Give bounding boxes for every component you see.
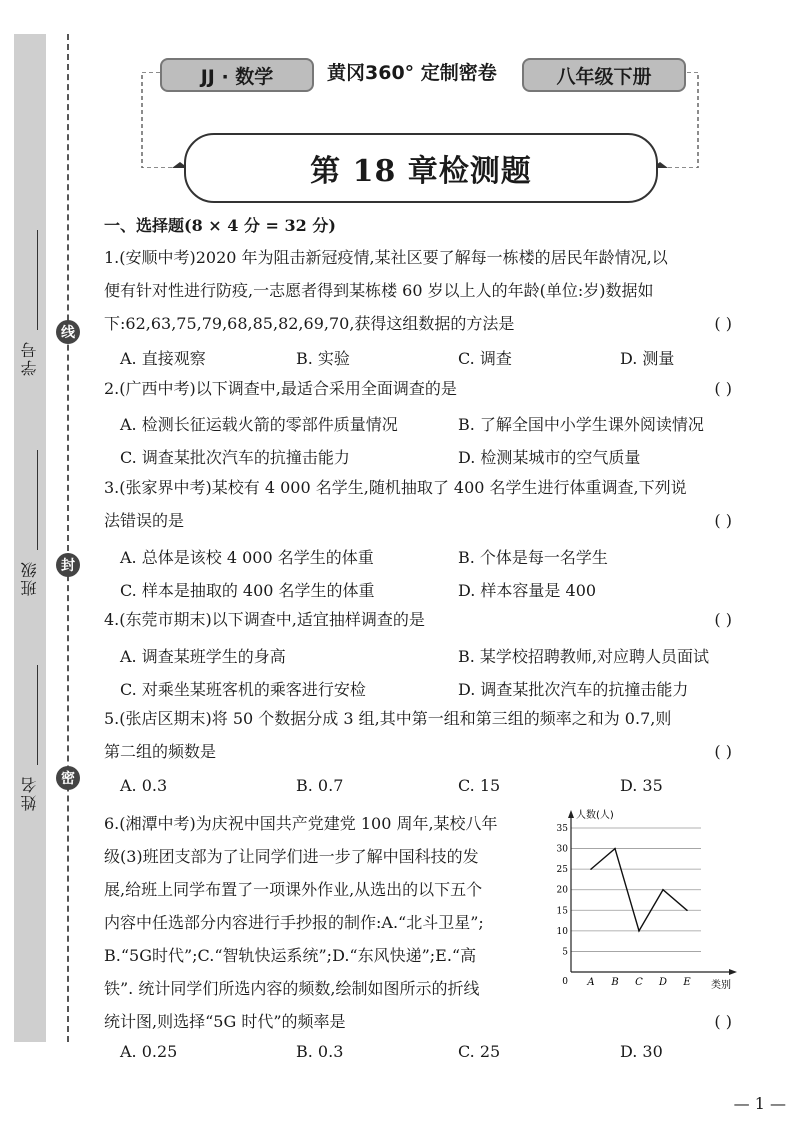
q6-line6: 铁”. 统计同学们所选内容的频数,绘制如图所示的折线 (104, 979, 480, 998)
q5-option-a: A. 0.3 (120, 776, 168, 795)
student-id-blank (37, 230, 38, 330)
section-heading: 一、选择题(8 × 4 分 = 32 分) (104, 216, 336, 235)
q1-line3: 下:62,63,75,79,68,85,82,69,70,获得这组数据的方法是 (104, 314, 515, 333)
q4-option-a: A. 调查某班学生的身高 (120, 647, 286, 666)
q1-answer-paren: ( ) (714, 314, 732, 333)
q3-answer-paren: ( ) (714, 511, 732, 530)
q1-option-b: B. 实验 (296, 349, 350, 368)
grade-badge: 八年级下册 (522, 58, 686, 92)
q3-line1: 3.(张家界中考)某校有 4 000 名学生,随机抽取了 400 名学生进行体重调查,下列说 (104, 478, 687, 497)
data-point (686, 909, 688, 911)
x-tick-label: B (611, 977, 619, 988)
y-axis-arrow (568, 810, 574, 818)
q5-option-d: D. 35 (620, 776, 663, 795)
q5-option-c: C. 15 (458, 776, 501, 795)
q4-option-b: B. 某学校招聘教师,对应聘人员面试 (458, 647, 710, 666)
q6-line3: 展,给班上同学布置了一项课外作业,从选出的以下五个 (104, 880, 483, 899)
q2-option-b: B. 了解全国中小学生课外阅读情况 (458, 415, 704, 434)
data-point (614, 848, 616, 850)
binding-margin (14, 34, 46, 1042)
y-tick-label: 10 (556, 926, 568, 937)
x-tick-label: C (635, 977, 643, 988)
q3-option-b: B. 个体是每一名学生 (458, 548, 608, 567)
y-axis-label: 人数(人) (576, 810, 614, 821)
x-tick-label: A (587, 977, 595, 988)
line-chart (555, 808, 745, 998)
y-tick-label: 35 (556, 824, 568, 834)
q2-answer-paren: ( ) (714, 379, 732, 398)
q6-option-d: D. 30 (620, 1042, 663, 1061)
name-blank (37, 665, 38, 765)
q1-option-d: D. 测量 (620, 349, 675, 368)
name-label: 姓名 (20, 775, 39, 811)
q2-line1: 2.(广西中考)以下调查中,最适合采用全面调查的是 (104, 379, 457, 398)
q3-line2: 法错误的是 (104, 511, 185, 530)
q5-line1: 5.(张店区期末)将 50 个数据分成 3 组,其中第一组和第三组的频率之和为 0.7,则 (104, 709, 672, 728)
y-tick-label: 15 (556, 906, 568, 917)
seal-line: 线 (56, 320, 80, 344)
binding-dashed-line (67, 34, 69, 1042)
q4-option-d: D. 调查某批次汽车的抗撞击能力 (458, 680, 689, 699)
y-tick-label: 20 (556, 885, 568, 896)
q1-option-c: C. 调查 (458, 349, 512, 368)
origin-label: 0 (562, 977, 568, 987)
seal-secret: 密 (56, 766, 80, 790)
y-tick-label: 30 (556, 844, 568, 855)
q1-option-a: A. 直接观察 (120, 349, 206, 368)
q6-option-a: A. 0.25 (120, 1042, 178, 1061)
q4-answer-paren: ( ) (714, 610, 732, 629)
q4-option-c: C. 对乘坐某班客机的乘客进行安检 (120, 680, 366, 699)
q6-line4: 内容中任选部分内容进行手抄报的制作:A.“北斗卫星”; (104, 913, 484, 932)
q3-option-d: D. 样本容量是 400 (458, 581, 597, 600)
q3-option-a: A. 总体是该校 4 000 名学生的体重 (120, 548, 374, 567)
q6-line1: 6.(湘潭中考)为庆祝中国共产党建党 100 周年,某校八年 (104, 814, 498, 833)
x-tick-label: E (683, 977, 691, 988)
q5-answer-paren: ( ) (714, 742, 732, 761)
q2-option-a: A. 检测长征运载火箭的零部件质量情况 (120, 415, 398, 434)
q1-line2: 便有针对性进行防疫,一志愿者得到某栋楼 60 岁以上人的年龄(单位:岁)数据如 (104, 281, 654, 300)
data-point (590, 868, 592, 870)
q3-option-c: C. 样本是抽取的 400 名学生的体重 (120, 581, 375, 600)
q2-option-c: C. 调查某批次汽车的抗撞击能力 (120, 448, 350, 467)
q5-line2: 第二组的频数是 (104, 742, 217, 761)
q4-line1: 4.(东莞市期末)以下调查中,适宜抽样调查的是 (104, 610, 425, 629)
q6-option-c: C. 25 (458, 1042, 501, 1061)
page-number: — 1 — (733, 1094, 786, 1113)
q6-option-b: B. 0.3 (296, 1042, 344, 1061)
q6-line2: 级(3)班团支部为了让同学们进一步了解中国科技的发 (104, 847, 479, 866)
data-point (638, 930, 640, 932)
q5-option-b: B. 0.7 (296, 776, 344, 795)
page-title: 第 18 章检测题 (184, 133, 658, 203)
q6-line7: 统计图,则选择“5G 时代”的频率是 (104, 1012, 346, 1031)
q1-line1: 1.(安顺中考)2020 年为阻击新冠疫情,某社区要了解每一栋楼的居民年龄情况,以 (104, 248, 668, 267)
x-tick-label: D (658, 977, 668, 988)
data-point (662, 889, 664, 891)
x-axis-arrow (729, 969, 737, 975)
class-blank (37, 450, 38, 550)
x-axis-label: 类别 (711, 980, 731, 991)
y-tick-label: 25 (556, 865, 568, 876)
series-name: 黄冈360° 定制密卷 (327, 62, 497, 84)
student-id-label: 学号 (20, 340, 39, 376)
q6-answer-paren: ( ) (714, 1012, 732, 1031)
y-tick-label: 5 (562, 947, 568, 958)
q2-option-d: D. 检测某城市的空气质量 (458, 448, 641, 467)
class-label: 班级 (20, 560, 39, 596)
q6-line5: B.“5G时代”;C.“智轨快运系统”;D.“东风快递”;E.“高 (104, 946, 477, 965)
subject-badge: JJ · 数学 (160, 58, 314, 92)
seal-seal: 封 (56, 553, 80, 577)
